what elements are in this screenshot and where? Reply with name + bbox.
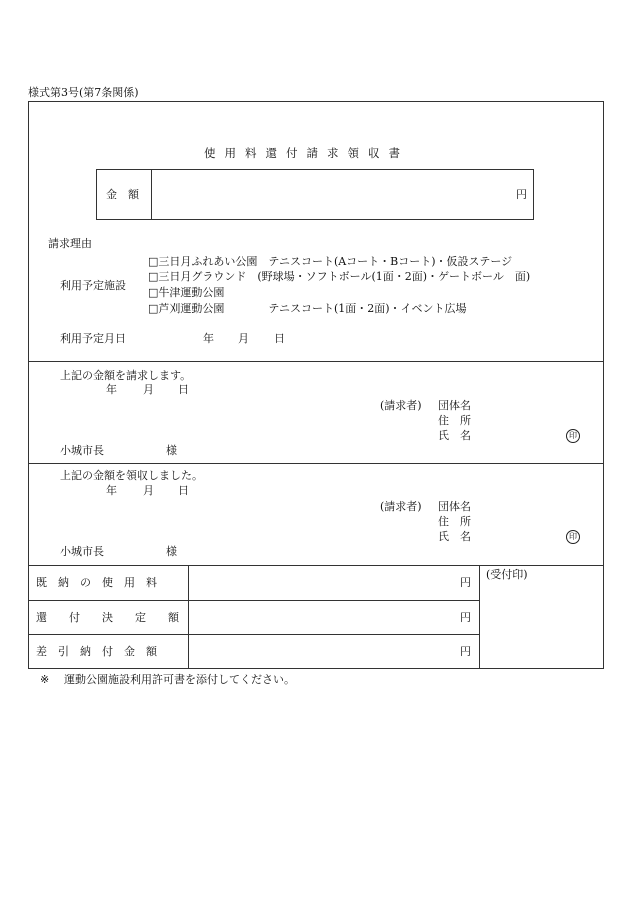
receipt-year: 年 <box>106 484 117 497</box>
date-year: 年 <box>203 332 214 345</box>
note-text: 運動公園施設利用許可書を添付してください。 <box>64 673 295 686</box>
receipt-org-label: 団体名 <box>438 500 471 513</box>
stamp-label: (受付印) <box>486 568 528 581</box>
facility-label: 利用予定施設 <box>60 279 126 292</box>
date-day: 日 <box>274 332 285 345</box>
section-divider <box>28 463 604 464</box>
facility-item[interactable]: □三日月ふれあい公園 テニスコート(Aコート・Bコート)・仮設ステージ <box>148 255 513 268</box>
table-row-label: 差 引 納 付 金 額 <box>36 645 157 658</box>
table-row-label: 既 納 の 使 用 料 <box>36 576 157 589</box>
receipt-name-label: 氏 名 <box>438 530 471 543</box>
amount-unit: 円 <box>516 188 527 201</box>
request-day: 日 <box>178 383 189 396</box>
facility-item[interactable]: □三日月グラウンド (野球場・ソフトボール(1面・2面)・ゲートボール 面) <box>148 270 531 283</box>
note-mark: ※ <box>40 673 50 686</box>
page-title: 使用料還付請求領収書 <box>204 146 409 160</box>
seal-icon: 印 <box>566 530 580 544</box>
table-row-unit: 円 <box>460 611 471 624</box>
reason-label: 請求理由 <box>48 237 92 250</box>
table-row-divider <box>28 600 479 601</box>
request-name-label: 氏 名 <box>438 429 471 442</box>
table-divider <box>188 565 189 669</box>
request-address-label: 住 所 <box>438 414 471 427</box>
section-divider <box>28 361 604 362</box>
request-addressee: 小城市長 <box>60 444 104 457</box>
receipt-address-label: 住 所 <box>438 515 471 528</box>
table-row-label: 還 付 決 定 額 <box>36 611 179 624</box>
date-month: 月 <box>238 332 249 345</box>
amount-label: 金 額 <box>106 188 139 201</box>
request-org-label: 団体名 <box>438 399 471 412</box>
section-divider <box>28 565 604 566</box>
date-label: 利用予定月日 <box>60 332 126 345</box>
seal-icon: 印 <box>566 429 580 443</box>
receipt-honorific: 様 <box>166 545 177 558</box>
receipt-addressee: 小城市長 <box>60 545 104 558</box>
receipt-day: 日 <box>178 484 189 497</box>
receipt-statement: 上記の金額を領収しました。 <box>60 469 203 482</box>
request-role: (請求者) <box>380 399 422 412</box>
amount-box <box>96 169 534 220</box>
table-row-divider <box>28 634 479 635</box>
facility-item[interactable]: □牛津運動公園 <box>148 286 225 299</box>
receipt-month: 月 <box>143 484 154 497</box>
request-month: 月 <box>143 383 154 396</box>
table-row-unit: 円 <box>460 645 471 658</box>
request-statement: 上記の金額を請求します。 <box>60 369 192 382</box>
table-divider <box>479 565 480 669</box>
form-number: 様式第3号(第7条関係) <box>28 86 139 99</box>
receipt-role: (請求者) <box>380 500 422 513</box>
facility-item[interactable]: □芦刈運動公園 テニスコート(1面・2面)・イベント広場 <box>148 302 467 315</box>
table-row-unit: 円 <box>460 576 471 589</box>
request-year: 年 <box>106 383 117 396</box>
request-honorific: 様 <box>166 444 177 457</box>
amount-divider <box>151 169 152 220</box>
